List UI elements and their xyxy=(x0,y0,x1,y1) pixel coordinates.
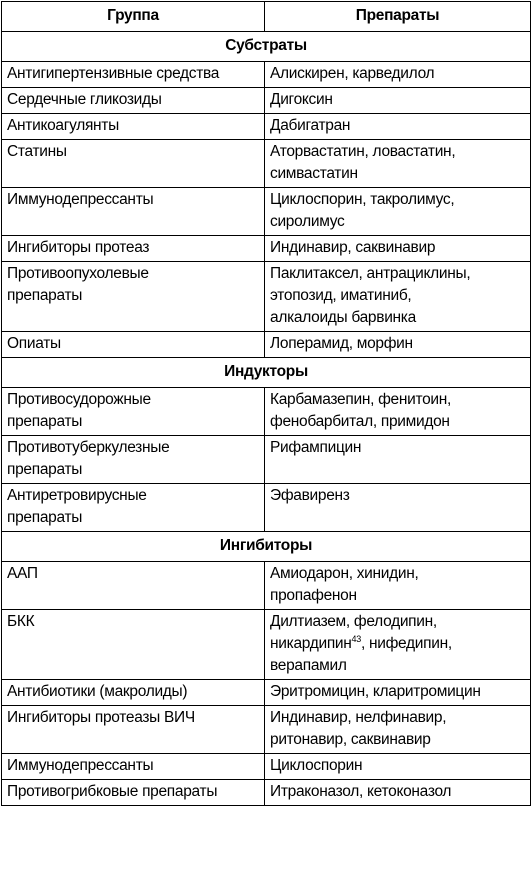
table-row xyxy=(2,562,531,610)
drugs-text-line2: пропафенон xyxy=(270,587,357,604)
drugs-text: Циклоспорин, такролимус, xyxy=(270,191,455,208)
table-row xyxy=(2,754,531,780)
column-header-group: Группа xyxy=(2,2,265,32)
drugs-cell xyxy=(265,610,531,680)
group-cell xyxy=(2,188,265,236)
drugs-text-line2-tail: , нифедипин, xyxy=(360,635,452,652)
section-title: Индукторы xyxy=(2,358,531,388)
group-text: Противогрибковые препараты xyxy=(7,783,218,800)
table-row xyxy=(2,388,531,436)
group-text: Противосудорожные xyxy=(7,391,151,408)
group-text: Противоопухолевые xyxy=(7,265,149,282)
section-header-row xyxy=(2,358,531,388)
table-row xyxy=(2,88,531,114)
drugs-cell xyxy=(265,188,531,236)
table-row xyxy=(2,680,531,706)
table-row xyxy=(2,706,531,754)
drugs-text: Паклитаксел, антрациклины, xyxy=(270,265,471,282)
table-row xyxy=(2,62,531,88)
group-text: Антигипертензивные средства xyxy=(7,65,220,82)
group-text-line2: препараты xyxy=(7,413,83,430)
drugs-cell xyxy=(265,706,531,754)
table-header-row xyxy=(2,2,531,32)
group-text: Опиаты xyxy=(7,335,61,352)
table-row xyxy=(2,780,531,806)
group-cell xyxy=(2,680,265,706)
section-header-row xyxy=(2,532,531,562)
drugs-cell xyxy=(265,262,531,332)
drugs-cell xyxy=(265,484,531,532)
drugs-cell xyxy=(265,562,531,610)
drugs-text-line2: симвастатин xyxy=(270,165,358,182)
drugs-text: Дабигатран xyxy=(270,117,351,134)
group-cell xyxy=(2,114,265,140)
group-cell xyxy=(2,562,265,610)
drugs-text: Амиодарон, хинидин, xyxy=(270,565,419,582)
table-row xyxy=(2,610,531,680)
group-cell xyxy=(2,780,265,806)
table-row xyxy=(2,236,531,262)
drugs-cell xyxy=(265,62,531,88)
drug-interaction-table xyxy=(1,1,531,806)
drugs-cell xyxy=(265,332,531,358)
table-row xyxy=(2,140,531,188)
drugs-text: Циклоспорин xyxy=(270,757,363,774)
section-header-row xyxy=(2,32,531,62)
drugs-text: Индинавир, саквинавир xyxy=(270,239,436,256)
group-text: Ингибиторы протеазы ВИЧ xyxy=(7,709,195,726)
drugs-cell xyxy=(265,114,531,140)
drugs-cell xyxy=(265,140,531,188)
group-cell xyxy=(2,62,265,88)
drugs-text-line2: никардипин xyxy=(270,635,352,652)
drugs-text-line2: ритонавир, саквинавир xyxy=(270,731,431,748)
drugs-cell xyxy=(265,680,531,706)
drugs-cell xyxy=(265,754,531,780)
section-title: Ингибиторы xyxy=(2,532,531,562)
group-cell xyxy=(2,332,265,358)
group-cell xyxy=(2,262,265,332)
drugs-text: Индинавир, нелфинавир, xyxy=(270,709,447,726)
drugs-text-line2: сиролимус xyxy=(270,213,345,230)
drugs-cell xyxy=(265,236,531,262)
drugs-text: Эритромицин, кларитромицин xyxy=(270,683,481,700)
table-row xyxy=(2,262,531,332)
table-row xyxy=(2,114,531,140)
group-cell xyxy=(2,88,265,114)
drugs-cell xyxy=(265,88,531,114)
group-text: ААП xyxy=(7,565,38,582)
group-cell xyxy=(2,236,265,262)
group-text: Антиретровирусные xyxy=(7,487,147,504)
group-text: БКК xyxy=(7,613,35,630)
table-row xyxy=(2,188,531,236)
group-text: Статины xyxy=(7,143,67,160)
group-text-line2: препараты xyxy=(7,509,83,526)
group-text: Иммунодепрессанты xyxy=(7,757,154,774)
section-title: Субстраты xyxy=(2,32,531,62)
drugs-text: Лоперамид, морфин xyxy=(270,335,413,352)
group-cell xyxy=(2,436,265,484)
column-header-drugs: Препараты xyxy=(265,2,531,32)
drugs-cell xyxy=(265,436,531,484)
drugs-cell xyxy=(265,780,531,806)
group-text-line2: препараты xyxy=(7,287,83,304)
drugs-cell xyxy=(265,388,531,436)
group-text-line2: препараты xyxy=(7,461,83,478)
drugs-text: Итраконазол, кетоконазол xyxy=(270,783,452,800)
group-cell xyxy=(2,484,265,532)
drugs-text: Эфавиренз xyxy=(270,487,350,504)
drugs-text-line2: этопозид, иматиниб, xyxy=(270,287,412,304)
group-cell xyxy=(2,610,265,680)
drugs-text-line3: верапамил xyxy=(270,657,347,674)
group-text: Ингибиторы протеаз xyxy=(7,239,150,256)
drugs-text-line3: алкалоиды барвинка xyxy=(270,309,416,326)
drugs-text-line2: фенобарбитал, примидон xyxy=(270,413,450,430)
drugs-text: Дигоксин xyxy=(270,91,333,108)
table-row xyxy=(2,436,531,484)
drugs-text: Алискирен, карведилол xyxy=(270,65,435,82)
group-text: Антикоагулянты xyxy=(7,117,119,134)
drugs-text: Дилтиазем, фелодипин, xyxy=(270,613,437,630)
group-cell xyxy=(2,754,265,780)
drugs-text: Карбамазепин, фенитоин, xyxy=(270,391,452,408)
group-cell xyxy=(2,706,265,754)
group-cell xyxy=(2,140,265,188)
group-text: Противотуберкулезные xyxy=(7,439,170,456)
table-row xyxy=(2,332,531,358)
drugs-text: Рифампицин xyxy=(270,439,362,456)
group-text: Иммунодепрессанты xyxy=(7,191,154,208)
drugs-text: Аторвастатин, ловастатин, xyxy=(270,143,456,160)
group-text: Сердечные гликозиды xyxy=(7,91,162,108)
table-row xyxy=(2,484,531,532)
group-cell xyxy=(2,388,265,436)
group-text: Антибиотики (макролиды) xyxy=(7,683,188,700)
footnote-ref: 43 xyxy=(351,633,361,644)
